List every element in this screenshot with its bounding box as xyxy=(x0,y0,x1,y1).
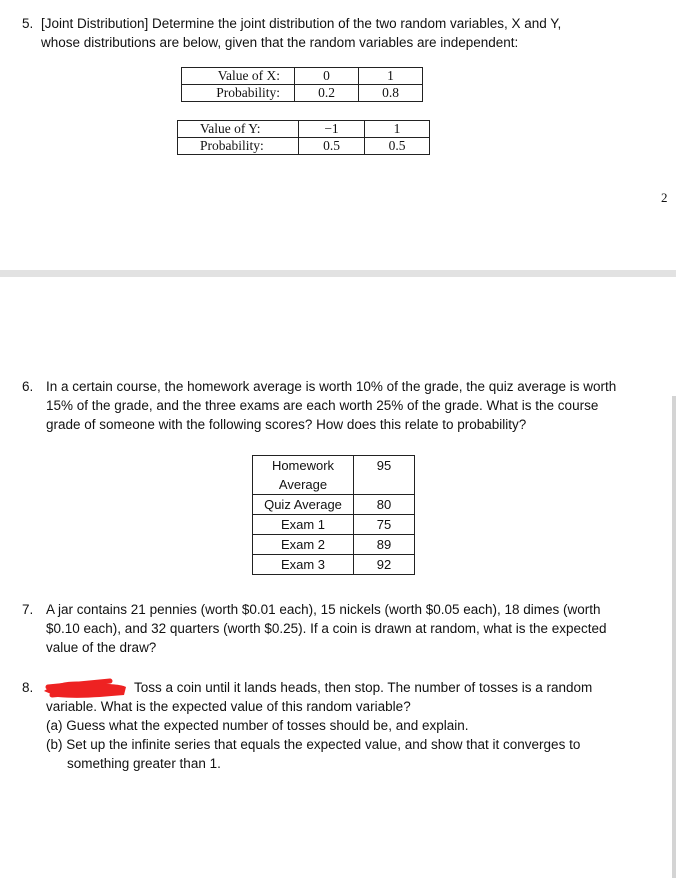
distribution-table-x xyxy=(181,67,423,102)
question-7-line-3: value of the draw? xyxy=(46,640,157,655)
question-7-number: 7. xyxy=(22,602,34,617)
grade-label-exam-2: Exam 2 xyxy=(253,535,354,555)
table-x-prob-1: 0.8 xyxy=(359,85,423,102)
table-row xyxy=(253,555,415,575)
page-divider xyxy=(0,270,676,277)
table-y-value-label: Value of Y: xyxy=(178,121,299,138)
table-row xyxy=(253,515,415,535)
question-5-line-1: [Joint Distribution] Determine the joint distribution of the two random variables, X and Y, xyxy=(41,16,562,31)
table-y-prob-label: Probability: xyxy=(178,138,299,155)
table-row xyxy=(253,456,415,495)
distribution-table-y xyxy=(177,120,430,155)
question-7-line-1: A jar contains 21 pennies (worth $0.01 each), 15 nickels (worth $0.05 each), 18 dimes (worth xyxy=(46,602,601,617)
table-x-prob-0: 0.2 xyxy=(295,85,359,102)
question-8-part-b-line-2: something greater than 1. xyxy=(67,756,221,771)
grade-label-exam-3: Exam 3 xyxy=(253,555,354,575)
question-6-line-2: 15% of the grade, and the three exams are each worth 25% of the grade. What is the course xyxy=(46,398,599,413)
table-x-value-0: 0 xyxy=(295,68,359,85)
table-x-prob-label: Probability: xyxy=(182,85,295,102)
grades-table xyxy=(252,455,415,575)
grade-score-exam-3: 92 xyxy=(354,555,415,575)
table-x-value-label: Value of X: xyxy=(182,68,295,85)
grade-score-exam-1: 75 xyxy=(354,515,415,535)
grade-label-homework-line-1: Homework xyxy=(271,458,335,473)
document-page-1 xyxy=(0,0,676,270)
table-y-value-0: −1 xyxy=(299,121,365,138)
table-x-value-1: 1 xyxy=(359,68,423,85)
grade-label-exam-1: Exam 1 xyxy=(253,515,354,535)
table-row xyxy=(253,495,415,515)
document-page-2 xyxy=(0,277,676,878)
table-y-prob-1: 0.5 xyxy=(365,138,430,155)
question-8-part-a: (a) Guess what the expected number of tosses should be, and explain. xyxy=(46,718,469,733)
question-6-line-1: In a certain course, the homework average is worth 10% of the grade, the quiz average is worth xyxy=(46,379,617,394)
page-number: 2 xyxy=(661,190,668,205)
question-7-line-2: $0.10 each), and 32 quarters (worth $0.25). If a coin is drawn at random, what is the expected xyxy=(46,621,607,636)
question-8-line-2: variable. What is the expected value of this random variable? xyxy=(46,699,411,714)
grade-label-quiz: Quiz Average xyxy=(253,495,354,515)
grade-score-homework: 95 xyxy=(354,456,415,495)
grade-score-quiz: 80 xyxy=(354,495,415,515)
question-8-part-b-line-1: (b) Set up the infinite series that equals the expected value, and show that it converges to xyxy=(46,737,581,752)
table-y-prob-0: 0.5 xyxy=(299,138,365,155)
table-row xyxy=(253,535,415,555)
scrollbar-track[interactable] xyxy=(672,396,676,878)
grade-label-homework xyxy=(253,456,354,495)
question-6-number: 6. xyxy=(22,379,34,394)
grade-score-exam-2: 89 xyxy=(354,535,415,555)
question-5-number: 5. xyxy=(22,16,34,31)
table-y-value-1: 1 xyxy=(365,121,430,138)
grade-label-homework-line-2: Average xyxy=(278,477,328,492)
question-5-line-2: whose distributions are below, given that the random variables are independent: xyxy=(41,35,519,50)
question-8-number: 8. xyxy=(22,680,34,695)
question-6-line-3: grade of someone with the following scores? How does this relate to probability? xyxy=(46,417,527,432)
question-8-line-1: Toss a coin until it lands heads, then stop. The number of tosses is a random xyxy=(134,680,593,695)
